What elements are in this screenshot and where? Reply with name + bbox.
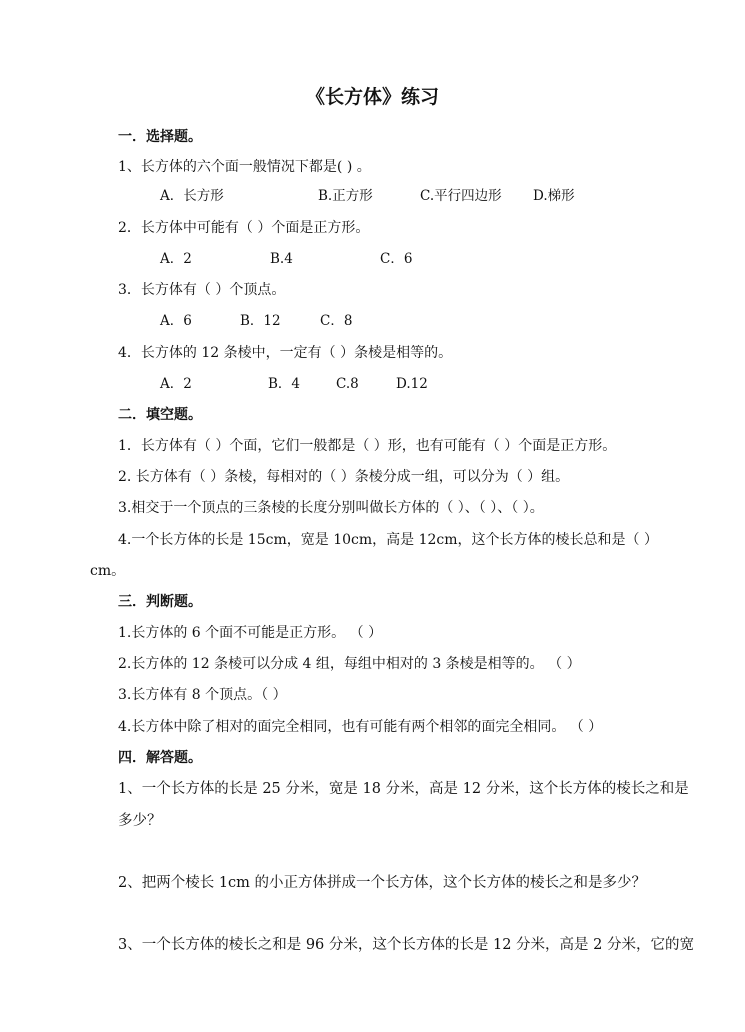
answer-option: B.4 bbox=[270, 251, 293, 267]
section-heading-solve: 四．解答题。 bbox=[118, 750, 202, 766]
page-title: 《长方体》练习 bbox=[305, 86, 439, 108]
question-text: 4．长方体的 12 条棱中，一定有（ ）条棱是相等的。 bbox=[118, 345, 453, 361]
answer-option: A．长方形 bbox=[160, 188, 224, 204]
question-text: 2.长方体的 12 条棱可以分成 4 组，每组中相对的 3 条棱是相等的。 （ ） bbox=[118, 656, 581, 672]
answer-option: A．2 bbox=[160, 251, 192, 267]
question-text: 3．长方体有（ ）个顶点。 bbox=[118, 282, 286, 298]
question-text: 4.长方体中除了相对的面完全相同，也有可能有两个相邻的面完全相同。 （ ） bbox=[118, 719, 603, 735]
answer-option: C．8 bbox=[320, 313, 353, 329]
question-text: 1.长方体的 6 个面不可能是正方形。 （ ） bbox=[118, 625, 383, 641]
question-text-continued: cm。 bbox=[90, 563, 126, 579]
answer-option: D.梯形 bbox=[533, 188, 575, 204]
question-text: 3、一个长方体的棱长之和是 96 分米，这个长方体的长是 12 分米，高是 2 分米，它的宽 bbox=[118, 937, 695, 953]
answer-option: A．2 bbox=[160, 376, 192, 392]
section-heading-fill: 二．填空题。 bbox=[118, 407, 202, 423]
question-text: 1．长方体有（ ）个面，它们一般都是（ ）形，也有可能有（ ）个面是正方形。 bbox=[118, 438, 617, 454]
question-text: 2. 长方体有（ ）条棱，每相对的（ ）条棱分成一组，可以分为（ ）组。 bbox=[118, 469, 570, 485]
question-text: 1、长方体的六个面一般情况下都是( ) 。 bbox=[118, 159, 371, 175]
question-text: 4.一个长方体的长是 15cm，宽是 10cm，高是 12cm，这个长方体的棱长总和是（ ） bbox=[118, 532, 658, 548]
section-heading-judge: 三．判断题。 bbox=[118, 594, 202, 610]
section-heading-choice: 一．选择题。 bbox=[118, 129, 202, 145]
answer-option: C．6 bbox=[380, 251, 413, 267]
answer-option: D.12 bbox=[396, 376, 428, 392]
question-text: 2．长方体中可能有（ ）个面是正方形。 bbox=[118, 220, 370, 236]
question-text: 2、把两个棱长 1cm 的小正方体拼成一个长方体，这个长方体的棱长之和是多少？ bbox=[118, 875, 647, 891]
question-text: 3.相交于一个顶点的三条棱的长度分别叫做长方体的（ ）、（ ）、（ ）。 bbox=[118, 500, 544, 516]
question-text: 1、一个长方体的长是 25 分米，宽是 18 分米，高是 12 分米，这个长方体的棱长之和是 bbox=[118, 781, 689, 797]
answer-option: A．6 bbox=[160, 313, 192, 329]
question-text: 3.长方体有 8 个顶点。（ ） bbox=[118, 687, 287, 703]
answer-option: C.平行四边形 bbox=[420, 188, 502, 204]
answer-option: C.8 bbox=[336, 376, 359, 392]
question-text-continued: 多少？ bbox=[118, 813, 162, 829]
answer-option: B．12 bbox=[240, 313, 281, 329]
answer-option: B.正方形 bbox=[318, 188, 373, 204]
answer-option: B．4 bbox=[268, 376, 301, 392]
